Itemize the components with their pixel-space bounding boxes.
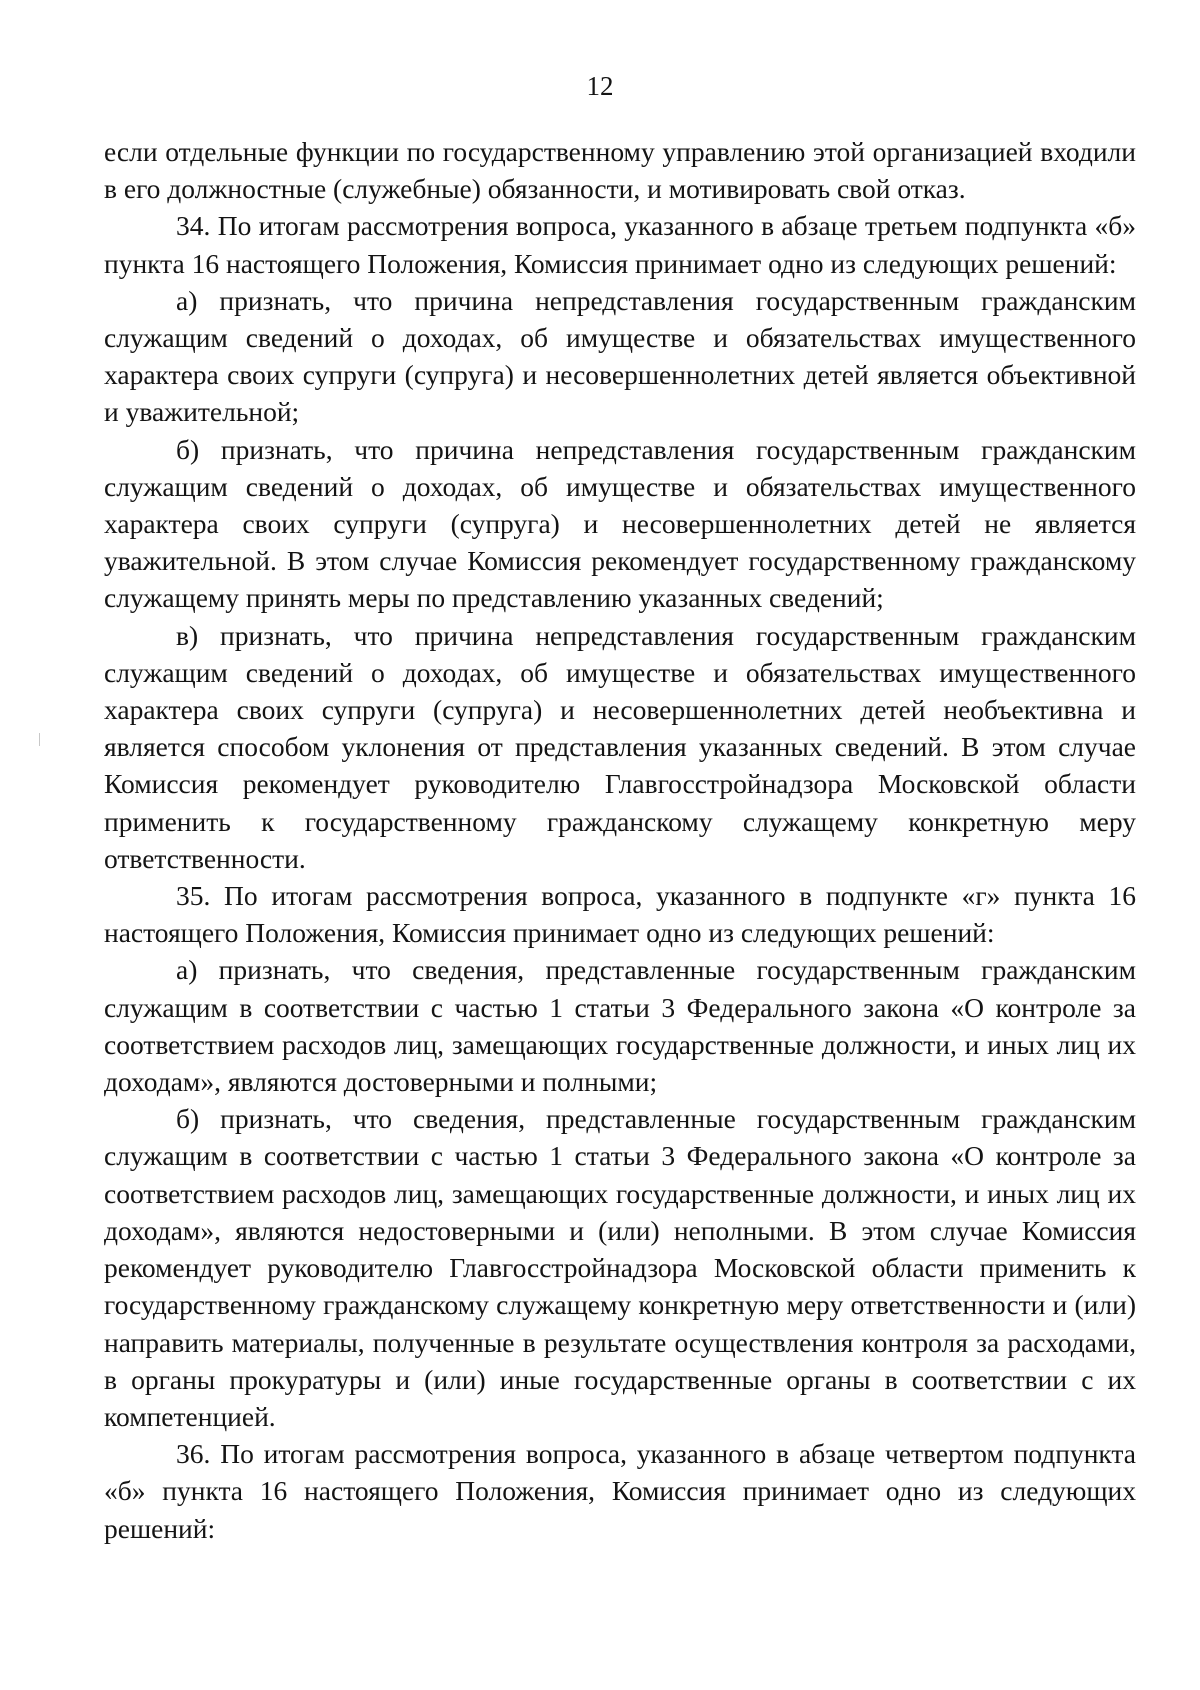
page-number: 12	[586, 71, 614, 101]
scan-mark	[39, 733, 40, 746]
paragraph-continuation: если отдельные функции по государственному управлению этой организацией входили в его должностные (служебные) обязанности, и мотивировать свой отказ.	[104, 136, 1136, 205]
body-text	[104, 133, 1136, 1547]
paragraph-35-a: а) признать, что сведения, представленные государственным гражданским служащим в соответствии с частью 1 статьи 3 Федерального закона «О контроле за соответствием расходов лиц, замещающих государственные должности, и иных лиц их доходам», являются достоверными и полными;	[104, 954, 1136, 1098]
paragraph-35: 35. По итогам рассмотрения вопроса, указанного в подпункте «г» пункта 16 настоящего Положения, Комиссия принимает одно из следующих решений:	[104, 880, 1136, 949]
paragraph-34-v: в) признать, что причина непредставления государственным гражданским служащим сведений о доходах, об имуществе и обязательствах имущественного характера своих супруги (супруга) и несовершеннолетних детей необъективна и является способом уклонения от представления указанных сведений. В этом случае Комиссия рекомендует руководителю Главгосстройнадзора Московской области применить к государственному гражданскому служащему конкретную меру ответственности.	[104, 619, 1136, 874]
paragraph-36: 36. По итогам рассмотрения вопроса, указанного в абзаце четвертом подпункта «б» пункта 16 настоящего Положения, Комиссия принимает одно из следующих решений:	[104, 1438, 1136, 1544]
paragraph-34: 34. По итогам рассмотрения вопроса, указанного в абзаце третьем подпункта «б» пункта 16 настоящего Положения, Комиссия принимает одно из следующих решений:	[104, 210, 1136, 279]
paragraph-34-b: б) признать, что причина непредставления государственным гражданским служащим сведений о доходах, об имуществе и обязательствах имущественного характера своих супруги (супруга) и несовершеннолетних детей не является уважительной. В этом случае Комиссия рекомендует государственному гражданскому служащему принять меры по представлению указанных сведений;	[104, 433, 1136, 614]
paragraph-34-a: а) признать, что причина непредставления государственным гражданским служащим сведений о доходах, об имуществе и обязательствах имущественного характера своих супруги (супруга) и несовершеннолетних детей является объективной и уважительной;	[104, 284, 1136, 428]
paragraph-35-b: б) признать, что сведения, представленные государственным гражданским служащим в соответствии с частью 1 статьи 3 Федерального закона «О контроле за соответствием расходов лиц, замещающих государственные должности, и иных лиц их доходам», являются недостоверными и (или) неполными. В этом случае Комиссия рекомендует руководителю Главгосстройнадзора Московской области применить к государственному гражданскому служащему конкретную меру ответственности и (или) направить материалы, полученные в результате осуществления контроля за расходами, в органы прокуратуры и (или) иные государственные органы в соответствии с их компетенцией.	[104, 1103, 1136, 1432]
